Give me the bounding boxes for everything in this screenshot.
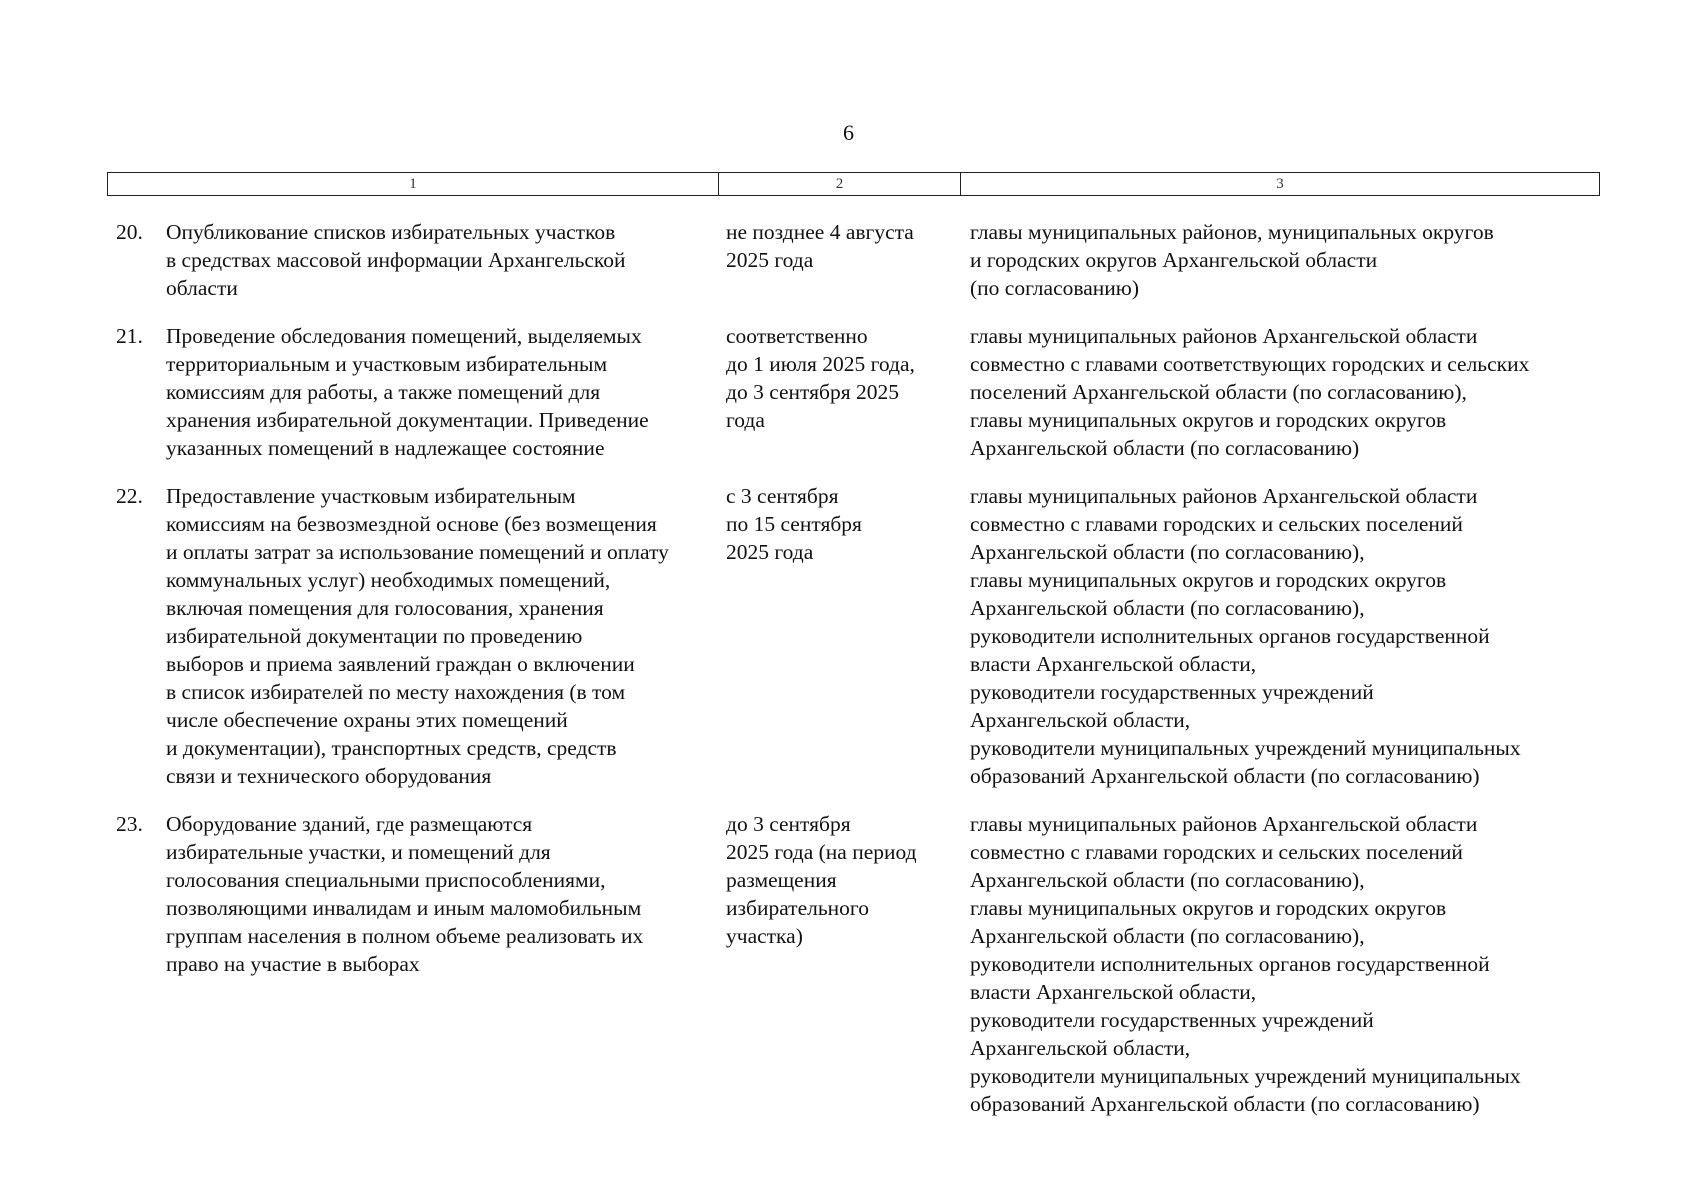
table-header-col-2: 2 [718,173,960,195]
table-header-col-1: 1 [409,175,417,192]
page-number: 6 [843,120,854,145]
table-row [0,322,1697,462]
row-action: Опубликование списков избирательных участков в средствах массовой информации Архангельской области [166,220,626,300]
row-number: 23. [116,812,143,836]
row-responsible: главы муниципальных районов Архангельской области совместно с главами городских и сельских поселений Архангельской области (по согласованию), главы муниципальных округов и городских округов Архангельской области (по согласованию), руководители исполнительных органов государственной власти Архангельской области, руководители государственных учреждений Архангельской области, руководители муниципальных учреждений муниципальных образований Архангельской области (по согласованию) [970,484,1521,788]
row-responsible: главы муниципальных районов Архангельской области совместно с главами соответствующих городских и сельских поселений Архангельской области (по согласованию), главы муниципальных округов и городских округов Архангельской области (по согласованию) [970,324,1530,460]
table-body [0,218,1697,1118]
row-deadline: с 3 сентября по 15 сентября 2025 года [726,484,862,564]
row-responsible: главы муниципальных районов, муниципальных округов и городских округов Архангельской области (по согласованию) [970,220,1494,300]
table-row [0,810,1697,1118]
row-deadline: до 3 сентября 2025 года (на период размещения избирательного участка) [726,812,917,948]
table-header-col-3: 3 [960,173,1599,195]
row-responsible: главы муниципальных районов Архангельской области совместно с главами городских и сельских поселений Архангельской области (по согласованию), главы муниципальных округов и городских округов Архангельской области (по согласованию), руководители исполнительных органов государственной власти Архангельской области, руководители государственных учреждений Архангельской области, руководители муниципальных учреждений муниципальных образований Архангельской области (по согласованию) [970,812,1521,1116]
row-deadline: соответственно до 1 июля 2025 года, до 3 сентября 2025 года [726,324,915,432]
table-header-row [107,172,1600,196]
row-action: Проведение обследования помещений, выделяемых территориальным и участковым избирательным комиссиям для работы, а также помещений для хранения избирательной документации. Приведение указанных помещений в надлежащее состояние [166,324,649,460]
row-action: Предоставление участковым избирательным комиссиям на безвозмездной основе (без возмещения и оплаты затрат за использование помещений и оплату коммунальных услуг) необходимых помещений, включая помещения для голосования, хранения избирательной документации по проведению выборов и приема заявлений граждан о включении в список избирателей по месту нахождения (в том числе обеспечение охраны этих помещений и документации), транспортных средств, средств связи и технического оборудования [166,484,669,788]
row-number: 22. [116,484,143,508]
table-row [0,218,1697,302]
row-action: Оборудование зданий, где размещаются избирательные участки, и помещений для голосования специальными приспособлениями, позволяющими инвалидам и иным маломобильным группам населения в полном объеме реализовать их право на участие в выборах [166,812,644,976]
row-number: 21. [116,324,143,348]
row-deadline: не позднее 4 августа 2025 года [726,220,914,272]
table-row [0,482,1697,790]
row-number: 20. [116,220,143,244]
